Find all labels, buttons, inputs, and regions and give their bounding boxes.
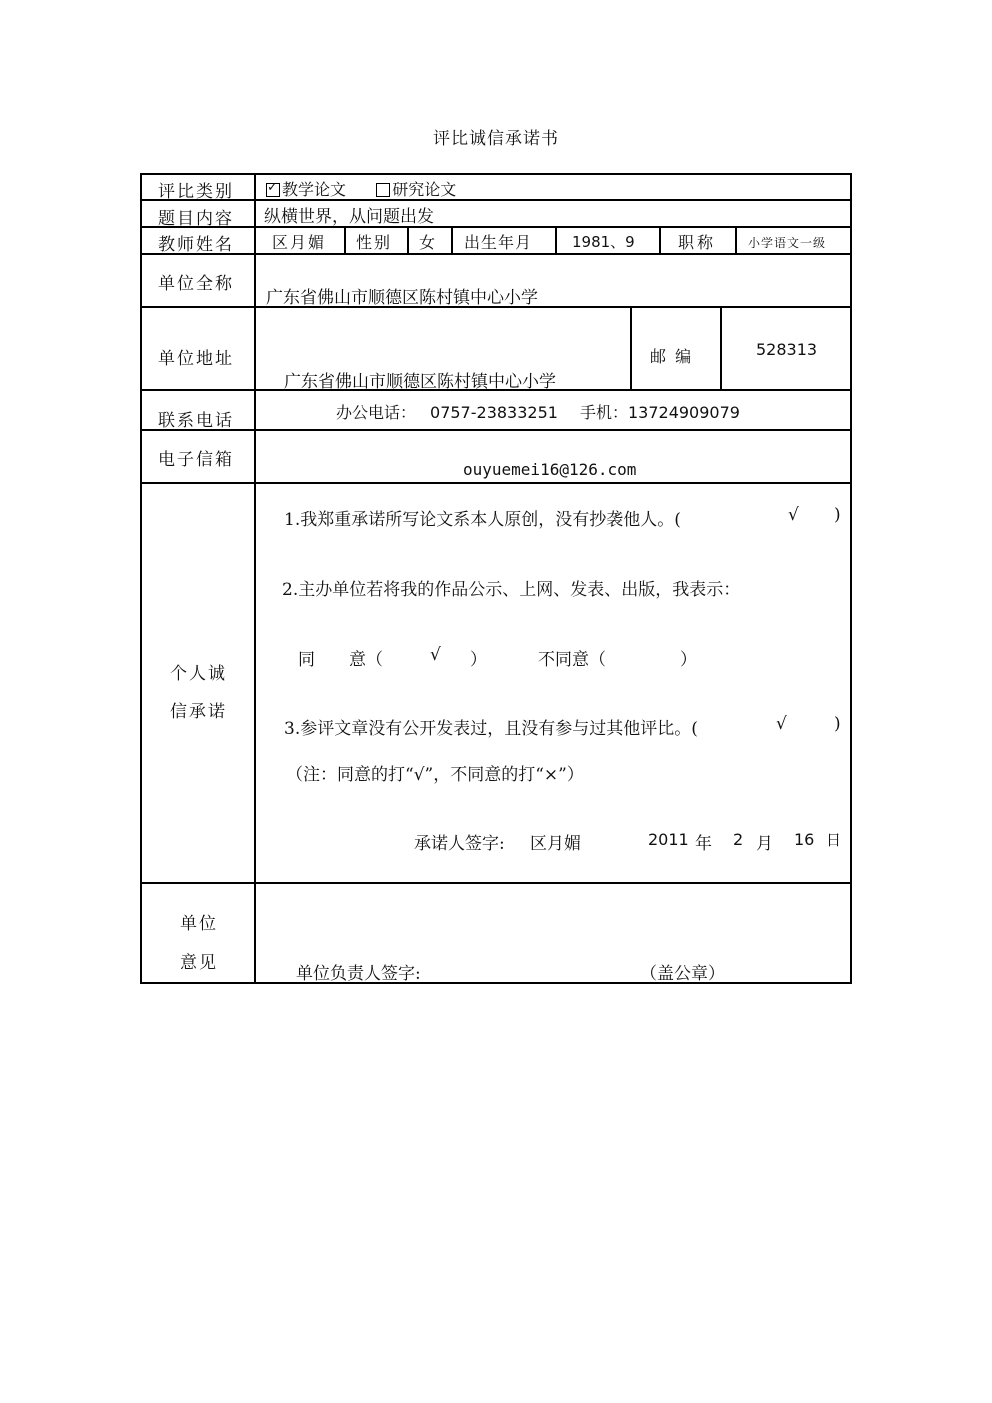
postcode-value: 528313 bbox=[756, 340, 818, 359]
pledge-note: （注：同意的打“√”，不同意的打“×”） bbox=[286, 765, 584, 785]
phone-label: 联系电话 bbox=[158, 411, 234, 431]
agree-label: 同 意（ bbox=[298, 650, 383, 670]
mobile-label: 手机： bbox=[579, 403, 628, 422]
mobile-value: 13724909079 bbox=[627, 403, 740, 422]
pledge-label-line2: 信承诺 bbox=[170, 702, 227, 722]
sign-day: 16 bbox=[794, 830, 815, 849]
pledge-item-1-mark: √ bbox=[788, 505, 799, 525]
pledge-item-1 bbox=[284, 505, 681, 530]
unit-signature-label: 单位负责人签字: bbox=[296, 964, 421, 984]
phone-line bbox=[336, 400, 740, 423]
pledge-item-1-close: ) bbox=[834, 505, 841, 525]
pledge-item-2: 2.主办单位若将我的作品公示、上网、发表、出版，我表示： bbox=[282, 580, 741, 600]
official-seal-note: （盖公章） bbox=[640, 964, 725, 984]
teaching-paper-checkbox[interactable] bbox=[266, 183, 280, 197]
teaching-paper-label: 教学论文 bbox=[282, 180, 347, 199]
research-paper-label: 研究论文 bbox=[392, 180, 457, 199]
category-options bbox=[266, 177, 456, 200]
birth-label: 出生年月 bbox=[464, 233, 533, 252]
job-title-value: 小学语文一级 bbox=[748, 236, 827, 250]
office-phone-label: 办公电话： bbox=[336, 403, 417, 422]
topic-value: 纵横世界，从问题出发 bbox=[264, 207, 434, 227]
research-paper-checkbox[interactable] bbox=[376, 183, 390, 197]
sign-day-unit: 日 bbox=[826, 831, 842, 849]
topic-label: 题目内容 bbox=[158, 209, 234, 229]
sign-month-unit: 月 bbox=[756, 834, 773, 854]
disagree-label: 不同意（ bbox=[538, 650, 606, 670]
unit-address-label: 单位地址 bbox=[158, 349, 234, 369]
teacher-name-label: 教师姓名 bbox=[158, 235, 234, 255]
agree-close: ） bbox=[470, 650, 487, 670]
signer-name: 区月媚 bbox=[530, 834, 581, 854]
gender-label: 性别 bbox=[356, 233, 393, 252]
email-value: ouyuemei16@126.com bbox=[463, 460, 637, 479]
postcode-label: 邮 编 bbox=[650, 347, 694, 366]
unit-address-value: 广东省佛山市顺德区陈村镇中心小学 bbox=[284, 372, 556, 392]
disagree-close: ） bbox=[680, 650, 697, 670]
category-label: 评比类别 bbox=[158, 182, 234, 202]
sign-month: 2 bbox=[733, 830, 744, 849]
teacher-name: 区月媚 bbox=[272, 233, 327, 252]
signer-label: 承诺人签字: bbox=[414, 834, 505, 854]
page-title: 评比诚信承诺书 bbox=[433, 129, 559, 149]
pledge-item-3: 3.参评文章没有公开发表过，且没有参与过其他评比。( bbox=[284, 719, 698, 739]
job-title-label: 职称 bbox=[678, 233, 717, 252]
pledge-label-line1: 个人诚 bbox=[170, 664, 227, 684]
unit-opinion-label-line1: 单位 bbox=[180, 914, 218, 934]
sign-year-unit: 年 bbox=[695, 834, 712, 854]
unit-name-label: 单位全称 bbox=[158, 274, 234, 294]
birth-value: 1981、9 bbox=[572, 233, 635, 251]
office-phone-value: 0757-23833251 bbox=[430, 403, 558, 422]
sign-year: 2011 bbox=[648, 830, 689, 849]
pledge-item-3-mark: √ bbox=[776, 714, 787, 734]
email-label: 电子信箱 bbox=[158, 450, 234, 470]
gender-value: 女 bbox=[419, 233, 436, 252]
pledge-item-1-text: 1.我郑重承诺所写论文系本人原创，没有抄袭他人。( bbox=[284, 510, 681, 530]
unit-name-value: 广东省佛山市顺德区陈村镇中心小学 bbox=[266, 288, 538, 308]
agree-mark: √ bbox=[430, 645, 441, 665]
pledge-item-3-close: ) bbox=[834, 714, 841, 734]
unit-opinion-label-line2: 意见 bbox=[180, 953, 218, 973]
